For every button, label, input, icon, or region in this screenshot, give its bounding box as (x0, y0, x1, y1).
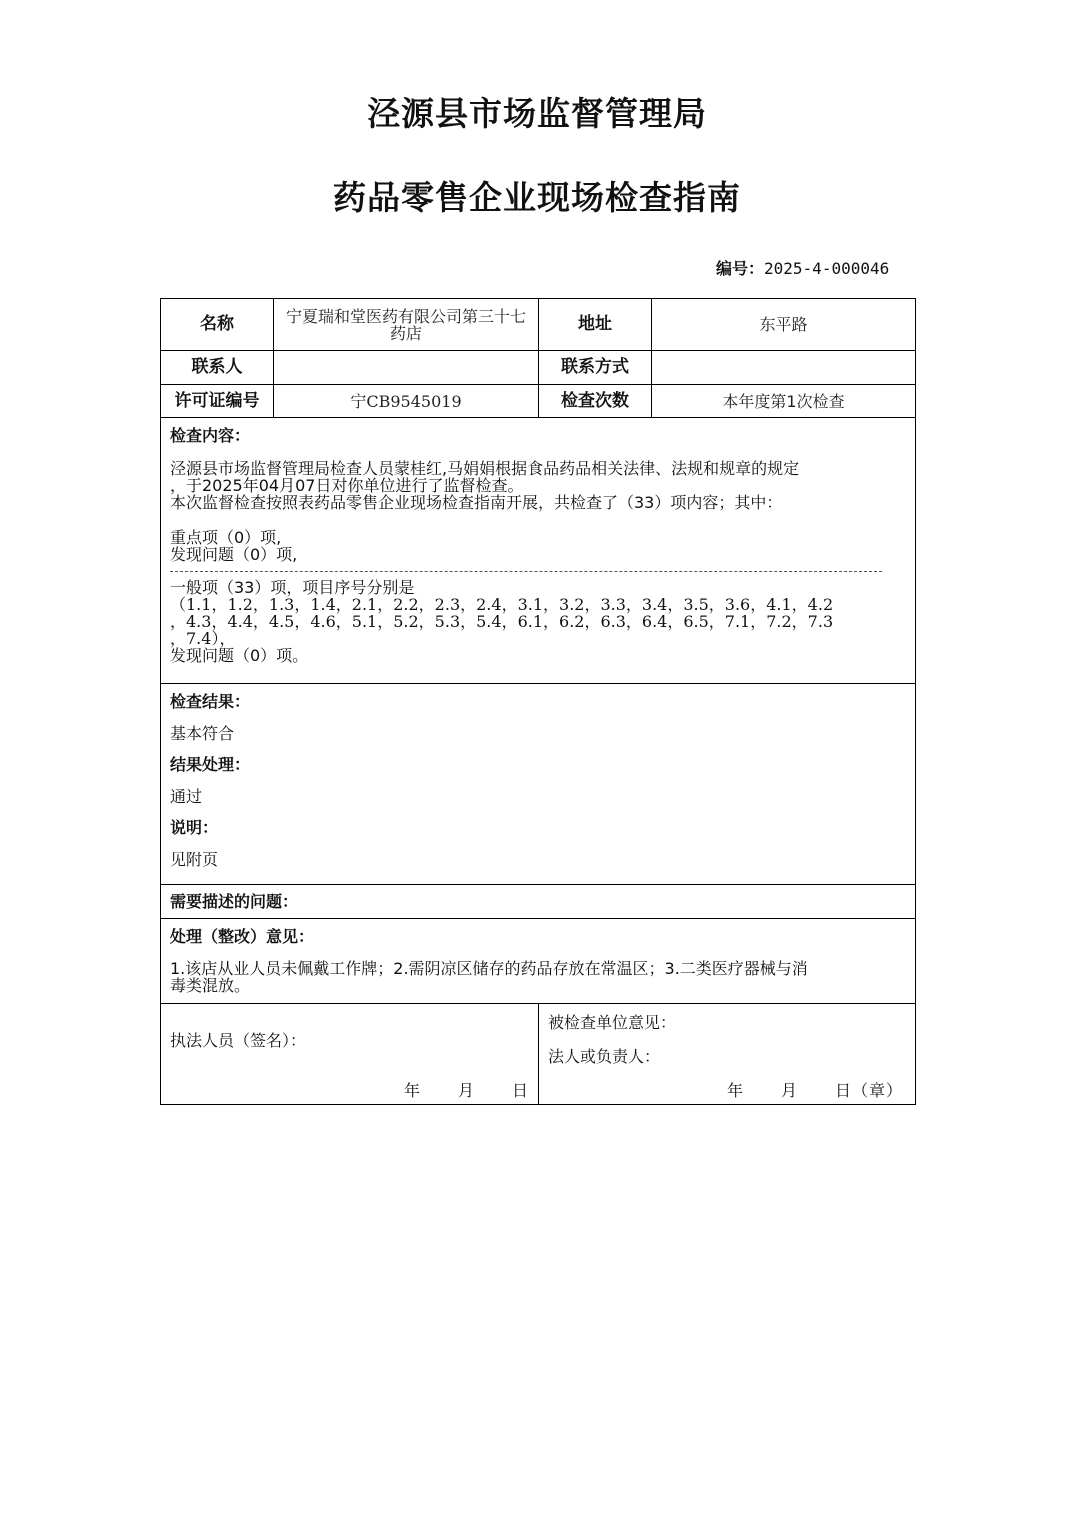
unit-day-seal: 日（章） (835, 1081, 904, 1100)
result-row (161, 684, 916, 885)
handling-value: 通过 (170, 787, 203, 806)
contact-label: 联系人 (161, 351, 274, 385)
contact-method-label: 联系方式 (539, 351, 652, 385)
opinion-row (161, 919, 916, 1004)
content-para2: 本次监督检查按照表药品零售企业现场检查指南开展，共检查了（33）项内容；其中： (170, 493, 783, 512)
dashed-divider (170, 571, 882, 572)
inspection-content (161, 418, 916, 684)
contact-method-value (652, 351, 916, 385)
content-row (161, 418, 916, 684)
content-para1-line1: 泾源县市场监督管理局检查人员蒙桂红,马娟娟根据食品药品相关法律、法规和规章的规定 (170, 459, 800, 478)
officer-signature-cell (161, 1004, 539, 1105)
officer-year: 年 (404, 1081, 422, 1100)
officer-day: 日 (512, 1081, 530, 1100)
unit-month: 月 (781, 1081, 799, 1100)
unit-year: 年 (727, 1081, 745, 1100)
general-found: 发现问题（0）项。 (170, 646, 309, 665)
legal-person-label: 法人或负责人： (548, 1047, 661, 1066)
opinion-cell (161, 919, 916, 1004)
document-number-label: 编号： (716, 259, 765, 278)
unit-opinion-label: 被检查单位意见： (548, 1013, 677, 1032)
inspect-count-value: 本年度第1次检查 (652, 385, 916, 418)
key-items: 重点项（0）项, (170, 528, 282, 547)
license-value: 宁CB9545019 (274, 385, 539, 418)
document-number (716, 256, 889, 279)
result-value: 基本符合 (170, 724, 235, 743)
inspection-result (161, 684, 916, 885)
issues-cell (161, 885, 916, 919)
general-list-line3: ，7.4）， (170, 629, 236, 648)
inspect-count-label: 检查次数 (539, 385, 652, 418)
license-label: 许可证编号 (161, 385, 274, 418)
content-para1-line2: ，于2025年04月07日对你单位进行了监督检查。 (170, 476, 524, 495)
info-row-contact (161, 351, 916, 385)
officer-month: 月 (458, 1081, 476, 1100)
result-heading: 检查结果： (170, 692, 251, 711)
address-value: 东平路 (652, 299, 916, 351)
note-heading: 说明： (170, 818, 219, 837)
inspection-form (160, 298, 916, 1105)
unit-date (727, 1082, 903, 1100)
issues-row (161, 885, 916, 919)
name-value: 宁夏瑞和堂医药有限公司第三十七药店 (274, 299, 539, 351)
key-found: 发现问题（0）项, (170, 545, 298, 564)
issues-heading: 需要描述的问题： (170, 891, 299, 911)
agency-title: 泾源县市场监督管理局 (367, 94, 707, 133)
unit-signature-cell (539, 1004, 916, 1105)
opinion-line2: 毒类混放。 (170, 976, 251, 995)
general-list-line1: （1.1，1.2，1.3，1.4，2.1，2.2，2.3，2.4，3.1，3.2，3.3，3.4，3.5，3.6，4.1，4.2 (170, 595, 834, 614)
officer-signature-label: 执法人员（签名）： (170, 1031, 307, 1050)
address-label: 地址 (539, 299, 652, 351)
info-row-name (161, 299, 916, 351)
document-title: 药品零售企业现场检查指南 (333, 178, 741, 217)
opinion-heading: 处理（整改）意见： (170, 927, 315, 946)
document-number-value: 2025-4-000046 (764, 259, 890, 278)
general-list-line2: ，4.3，4.4，4.5，4.6，5.1，5.2，5.3，5.4，6.1，6.2，6.3，6.4，6.5，7.1，7.2，7.3 (170, 612, 834, 631)
contact-value (274, 351, 539, 385)
handling-heading: 结果处理： (170, 755, 251, 774)
officer-date (404, 1082, 529, 1100)
info-row-license (161, 385, 916, 418)
content-heading: 检查内容： (170, 426, 251, 445)
name-label: 名称 (161, 299, 274, 351)
general-items: 一般项（33）项，项目序号分别是 (170, 578, 415, 597)
note-value: 见附页 (170, 850, 219, 869)
signature-row (161, 1004, 916, 1105)
opinion-line1: 1.该店从业人员未佩戴工作牌；2.需阴凉区储存的药品存放在常温区；3.二类医疗器械与消 (170, 959, 808, 978)
